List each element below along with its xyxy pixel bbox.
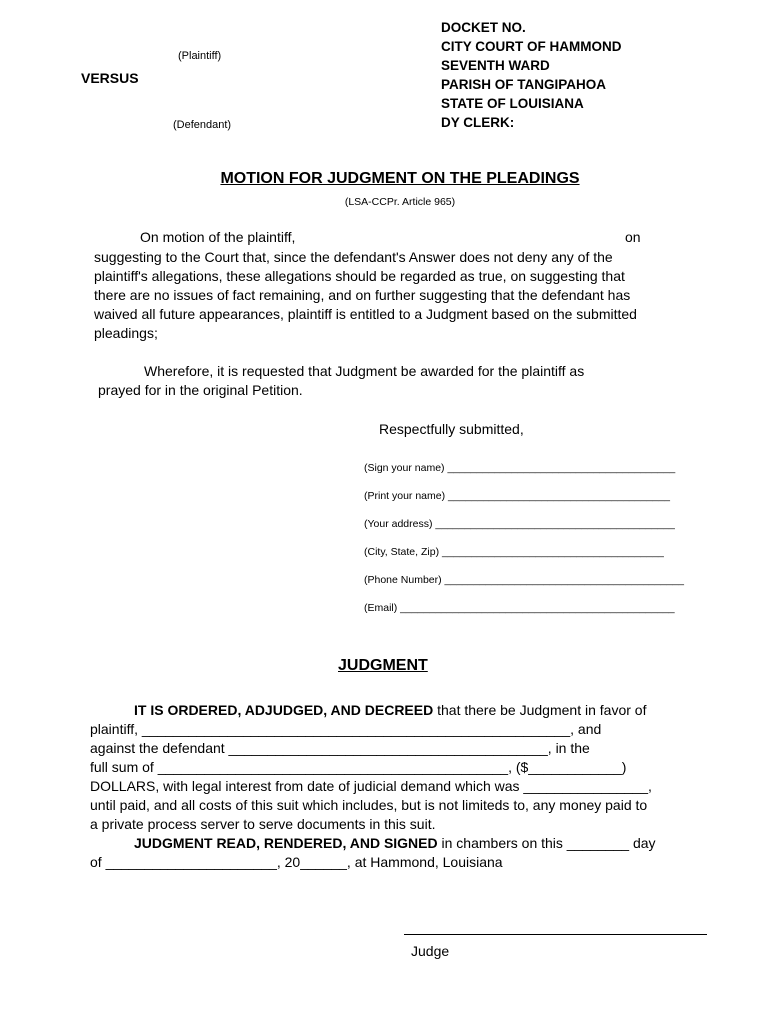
respectfully-submitted: Respectfully submitted,: [379, 421, 524, 437]
judgment-sum-line[interactable]: full sum of _____________________________________________, ($____________): [90, 759, 627, 775]
docket-no: DOCKET NO.: [441, 20, 526, 35]
para1-line-start: On motion of the plaintiff,: [140, 229, 296, 245]
judgment-date-line[interactable]: of ______________________, 20______, at Hammond, Louisiana: [90, 854, 503, 870]
sign-name-field[interactable]: (Sign your name) _______________________________________: [364, 462, 676, 474]
para1-line: pleadings;: [94, 325, 158, 341]
address-field[interactable]: (Your address) _________________________________________: [364, 518, 675, 530]
phone-number-field[interactable]: (Phone Number) _________________________________________: [364, 574, 684, 586]
judgment-defendant-line[interactable]: against the defendant _________________________________________, in the: [90, 740, 590, 756]
para2-line: Wherefore, it is requested that Judgment be awarded for the plaintiff as: [144, 363, 585, 379]
judgment-line-text: that there be Judgment in favor of: [433, 702, 647, 718]
para2-line: prayed for in the original Petition.: [98, 382, 303, 398]
ordered-adjudged-decreed: IT IS ORDERED, ADJUDGED, AND DECREED: [134, 702, 434, 718]
read-rendered-signed: JUDGMENT READ, RENDERED, AND SIGNED: [134, 835, 438, 851]
print-name-field[interactable]: (Print your name) ______________________________________: [364, 490, 670, 502]
judgment-line: a private process server to serve documents in this suit.: [90, 816, 436, 832]
defendant-label: (Defendant): [173, 119, 232, 131]
judge-signature-line[interactable]: [404, 934, 707, 935]
judgment-demand-line[interactable]: DOLLARS, with legal interest from date of judicial demand which was ________________,: [90, 778, 652, 794]
para1-line: suggesting to the Court that, since the defendant's Answer does not deny any of the: [94, 249, 613, 265]
plaintiff-label: (Plaintiff): [178, 50, 222, 62]
city-state-zip-field[interactable]: (City, State, Zip) ______________________________________: [364, 546, 664, 558]
ward: SEVENTH WARD: [441, 58, 550, 73]
motion-citation: (LSA-CCPr. Article 965): [344, 196, 456, 208]
judgment-line: [90, 834, 656, 853]
judgment-title: JUDGMENT: [338, 657, 428, 674]
judge-label: Judge: [411, 943, 450, 959]
versus-label: VERSUS: [81, 70, 139, 86]
dy-clerk: DY CLERK:: [441, 115, 515, 130]
judgment-day-text[interactable]: in chambers on this ________ day: [437, 835, 656, 851]
para1-line-on: on: [625, 229, 641, 245]
para1-line: waived all future appearances, plaintiff is entitled to a Judgment based on the submitted: [94, 306, 637, 322]
judgment-paragraph: [90, 701, 656, 872]
court-block: [441, 18, 622, 132]
parish: PARISH OF TANGIPAHOA: [441, 77, 606, 92]
court-name: CITY COURT OF HAMMOND: [441, 39, 622, 54]
judgment-plaintiff-line[interactable]: plaintiff, _______________________________________________________, and: [90, 721, 602, 737]
para1-line: plaintiff's allegations, these allegations should be regarded as true, on suggesting that: [94, 268, 625, 284]
email-field[interactable]: (Email) _______________________________________________: [364, 602, 675, 614]
para1-line: there are no issues of fact remaining, and on further suggesting that the defendant has: [94, 287, 631, 303]
motion-title: MOTION FOR JUDGMENT ON THE PLEADINGS: [220, 170, 580, 187]
judgment-line: [90, 701, 656, 720]
motion-paragraph-1: [94, 248, 637, 343]
judgment-line: until paid, and all costs of this suit which includes, but is not limiteds to, any money paid to: [90, 797, 648, 813]
state: STATE OF LOUISIANA: [441, 96, 584, 111]
